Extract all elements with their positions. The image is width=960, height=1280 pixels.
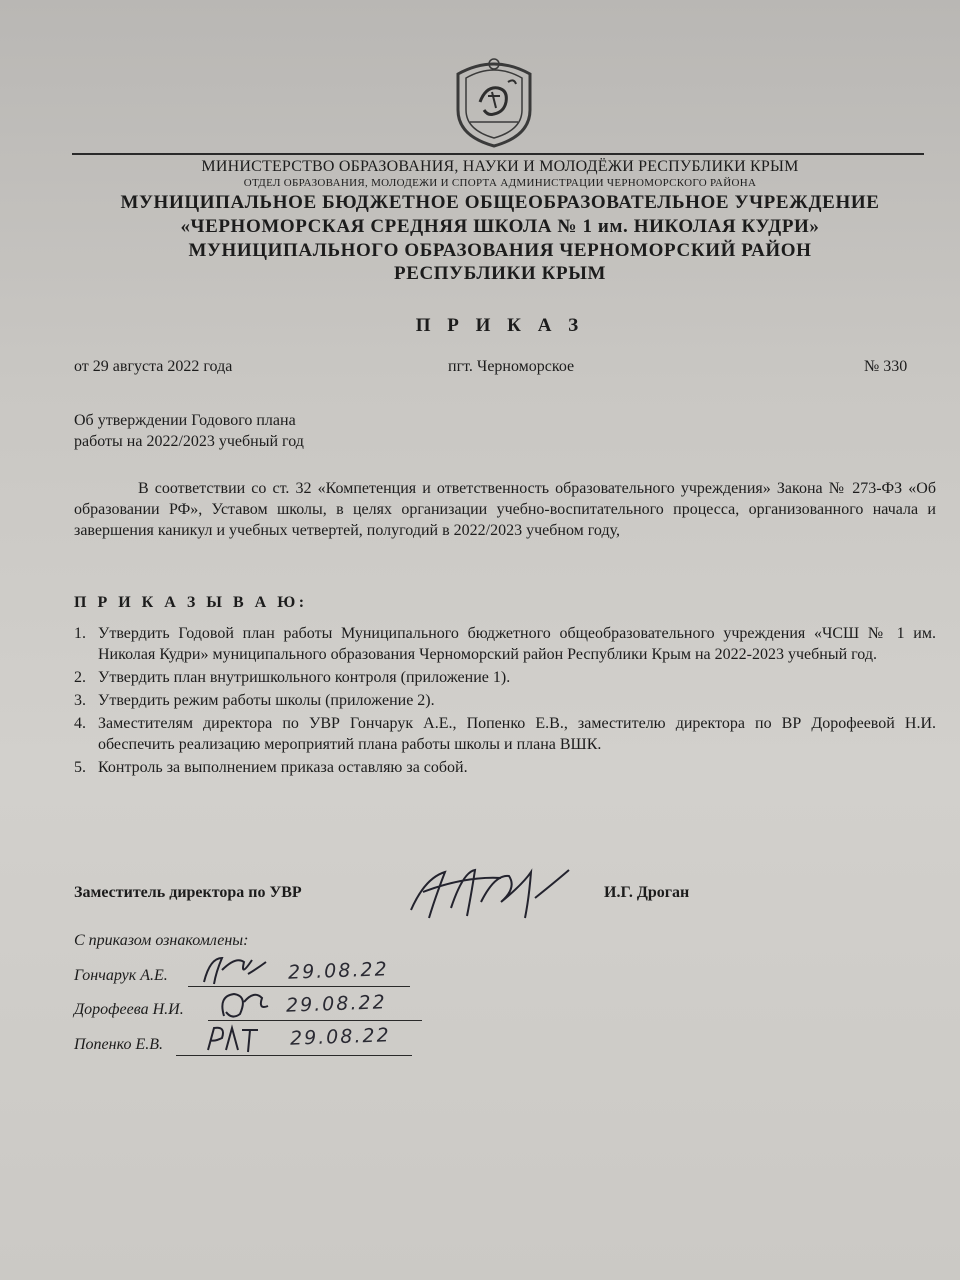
handwritten-initials (214, 986, 274, 1022)
subject-line-1: Об утверждении Годового плана (74, 412, 296, 429)
item-text: Заместителям директора по УВР Гончарук А.Е., Попенко Е.В., заместителю директора по ВР Дорофеевой Н.И. обеспечить реализацию мероприятий плана работы школы и плана ВШК. (98, 715, 936, 753)
header-rule (72, 153, 924, 155)
order-subject (74, 410, 304, 452)
order-number: № 330 (864, 358, 908, 375)
acknowledgement-date: 29.08.22 (285, 991, 387, 1017)
acknowledger-name: Дорофеева Н.И. (74, 1001, 184, 1018)
handwritten-initials (200, 952, 270, 988)
item-number: 3. (74, 692, 86, 709)
handwritten-initials (204, 1022, 262, 1056)
preamble-paragraph: В соответствии со ст. 32 «Компетенция и ответственность образовательного учреждения» Закона № 273-ФЗ «Об образовании РФ», Уставом школы, в целях организации учебно-воспитательного процесса, организованного начала и завершения каникул и учебных четвертей, полугодий в 2022/2023 учебном году, (74, 480, 936, 539)
item-number: 1. (74, 625, 86, 642)
item-text: Контроль за выполнением приказа оставляю за собой. (98, 759, 468, 776)
order-items-list (74, 623, 936, 780)
acknowledgement-row (74, 1036, 163, 1054)
list-item (74, 757, 936, 778)
item-number: 4. (74, 715, 86, 732)
order-date: от 29 августа 2022 года (74, 358, 233, 375)
order-heading: П Р И К А З Ы В А Ю: (74, 594, 308, 611)
crimea-coat-of-arms-emblem (448, 52, 540, 148)
institution-line-4: РЕСПУБЛИКИ КРЫМ (393, 263, 607, 284)
department-line: ОТДЕЛ ОБРАЗОВАНИЯ, МОЛОДЕЖИ И СПОРТА АДМИНИСТРАЦИИ ЧЕРНОМОРСКОГО РАЙОНА (243, 177, 757, 189)
list-item (74, 713, 936, 755)
document-title: П Р И К А З (415, 315, 585, 336)
acknowledger-name: Попенко Е.В. (74, 1036, 164, 1053)
signatory-position: Заместитель директора по УВР (74, 884, 302, 901)
signatory-name: И.Г. Дроган (604, 884, 690, 901)
list-item (74, 667, 936, 688)
acknowledger-name: Гончарук А.Е. (74, 967, 168, 984)
acknowledgement-date: 29.08.22 (287, 958, 389, 984)
institution-line-3: МУНИЦИПАЛЬНОГО ОБРАЗОВАНИЯ ЧЕРНОМОРСКИЙ РАЙОН (188, 240, 812, 261)
ministry-line: МИНИСТЕРСТВО ОБРАЗОВАНИЯ, НАУКИ И МОЛОДЁЖИ РЕСПУБЛИКИ КРЫМ (201, 158, 799, 175)
item-number: 2. (74, 669, 86, 686)
institution-line-1: МУНИЦИПАЛЬНОЕ БЮДЖЕТНОЕ ОБЩЕОБРАЗОВАТЕЛЬНОЕ УЧРЕЖДЕНИЕ (120, 192, 880, 213)
subject-line-2: работы на 2022/2023 учебный год (74, 433, 304, 450)
order-place: пгт. Черноморское (448, 358, 575, 375)
institution-line-2: «ЧЕРНОМОРСКАЯ СРЕДНЯЯ ШКОЛА № 1 им. НИКОЛАЯ КУДРИ» (180, 216, 820, 237)
item-text: Утвердить план внутришкольного контроля (приложение 1). (98, 669, 511, 686)
handwritten-signature (405, 858, 575, 924)
item-number: 5. (74, 759, 86, 776)
item-text: Утвердить Годовой план работы Муниципального бюджетного общеобразовательного учреждения «ЧСШ № 1 им. Николая Кудри» муниципального образования Черноморский район Республики Крым на 2022-2023 учебный год. (98, 625, 936, 663)
acknowledgement-heading: С приказом ознакомлены: (74, 932, 249, 949)
list-item (74, 623, 936, 665)
item-text: Утвердить режим работы школы (приложение 2). (98, 692, 435, 709)
acknowledgement-row (74, 967, 168, 985)
acknowledgement-date: 29.08.22 (289, 1024, 391, 1050)
list-item (74, 690, 936, 711)
acknowledgement-row (74, 1001, 184, 1019)
